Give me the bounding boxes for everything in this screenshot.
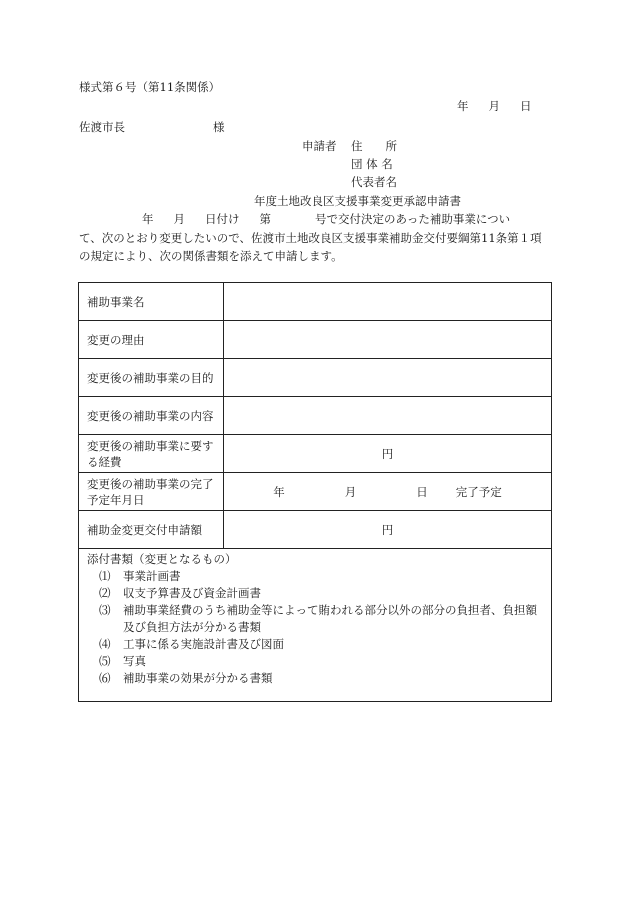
table-row	[79, 283, 552, 321]
completion-year: 年	[273, 484, 285, 499]
row-label: 変更後の補助事業の完了予定年月日	[79, 473, 224, 511]
list-item	[87, 670, 543, 687]
list-item	[87, 585, 543, 602]
project-purpose-field[interactable]	[224, 359, 552, 397]
table-row	[79, 549, 552, 702]
row-label: 変更後の補助事業に要する経費	[79, 435, 224, 473]
item-text: 工事に係る実施設計書及び図面	[123, 637, 284, 651]
grant-amount-field[interactable]	[224, 511, 552, 549]
item-number: ⑷	[99, 637, 111, 651]
completion-month: 月	[344, 484, 357, 499]
applicant-role: 申請者	[302, 139, 337, 153]
item-text: 補助事業経費のうち補助金等によって賄われる部分以外の部分の負担者、負担額及び負担方法が分かる書類	[123, 603, 537, 634]
attachments-heading: 添付書類（変更となるもの）	[87, 552, 237, 566]
item-number: ⑹	[99, 671, 111, 685]
body-month: 月	[173, 212, 185, 226]
applicant-address-label: 住 所	[351, 139, 397, 153]
list-item	[87, 568, 543, 585]
item-number: ⑶	[99, 603, 111, 617]
table-row	[79, 473, 552, 511]
date-line	[457, 99, 532, 113]
yen-unit: 円	[381, 446, 394, 461]
completion-suffix: 完了予定	[455, 484, 502, 499]
applicant-org-label: 団 体 名	[351, 157, 393, 171]
item-number: ⑵	[99, 586, 111, 600]
row-label: 補助金変更交付申請額	[79, 511, 224, 549]
subsidy-project-name-field[interactable]	[224, 283, 552, 321]
completion-day: 日	[416, 484, 428, 499]
body-text-1: 号で交付決定のあった補助事業につい	[315, 212, 511, 226]
completion-date-field[interactable]	[224, 473, 552, 511]
body-dai: 第	[259, 212, 271, 226]
attachments-cell	[79, 549, 552, 702]
form-number: 様式第６号（第11条関係）	[79, 80, 221, 94]
row-label: 補助事業名	[79, 283, 224, 321]
item-text: 収支予算書及び資金計画書	[123, 586, 261, 600]
table-row	[79, 511, 552, 549]
application-table	[78, 282, 552, 702]
row-label: 変更後の補助事業の目的	[79, 359, 224, 397]
item-number: ⑴	[99, 569, 111, 583]
item-text: 事業計画書	[123, 569, 181, 583]
body-line-1	[142, 212, 510, 226]
item-text: 写真	[123, 654, 146, 668]
date-month: 月	[488, 99, 500, 113]
row-label: 変更の理由	[79, 321, 224, 359]
addressee: 佐渡市長	[79, 120, 125, 134]
document-title: 年度土地改良区支援事業変更承認申請書	[254, 194, 461, 208]
date-year: 年	[457, 99, 469, 113]
honorific: 様	[213, 120, 225, 134]
list-item	[87, 653, 543, 670]
body-year: 年	[142, 212, 154, 226]
table-row	[79, 435, 552, 473]
table-row	[79, 321, 552, 359]
change-reason-field[interactable]	[224, 321, 552, 359]
item-number: ⑸	[99, 654, 111, 668]
table-row	[79, 359, 552, 397]
row-label: 変更後の補助事業の内容	[79, 397, 224, 435]
project-content-field[interactable]	[224, 397, 552, 435]
list-item	[87, 636, 543, 653]
item-text: 補助事業の効果が分かる書類	[123, 671, 273, 685]
applicant-rep-label: 代表者名	[351, 175, 397, 189]
body-text-2: て、次のとおり変更したいので、佐渡市土地改良区支援事業補助金交付要綱第11条第１項の規定により、次の関係書類を添えて申請します。	[79, 231, 542, 263]
yen-unit: 円	[381, 522, 394, 537]
body-day-dated: 日付け	[205, 212, 240, 226]
list-item	[87, 602, 543, 636]
date-day: 日	[520, 99, 532, 113]
table-row	[79, 397, 552, 435]
project-cost-field[interactable]	[224, 435, 552, 473]
